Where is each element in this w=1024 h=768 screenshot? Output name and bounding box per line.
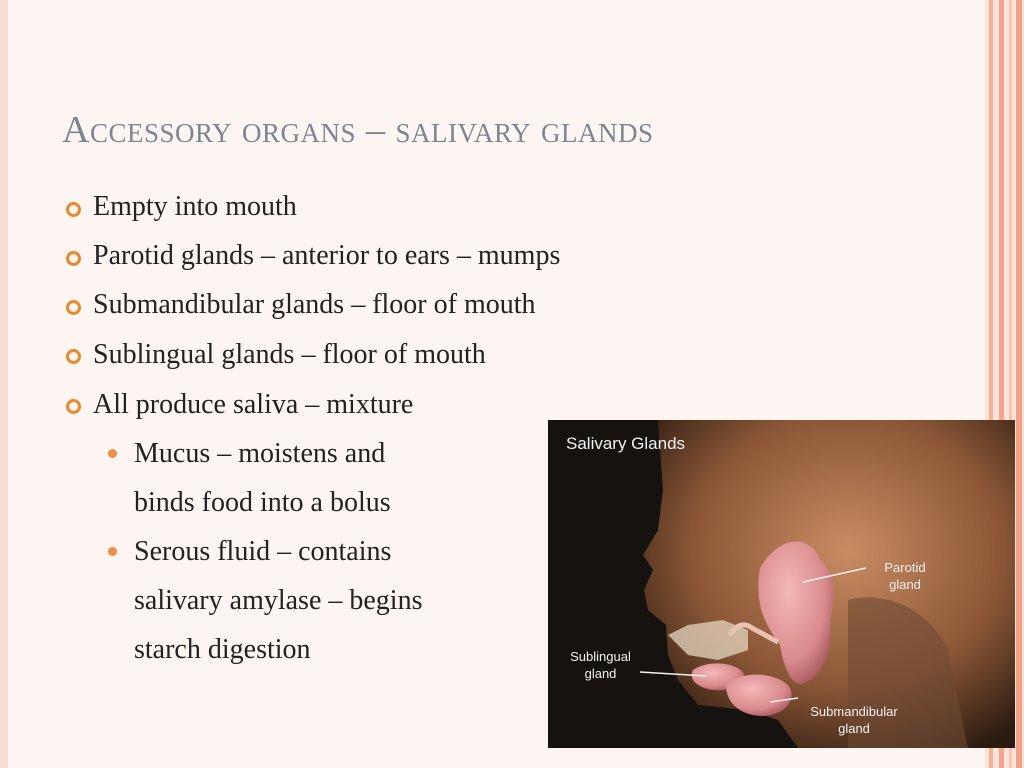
anatomy-drawing — [548, 420, 1015, 748]
sub-bullet-line: Mucus – moistens and — [134, 438, 386, 469]
submandibular-label-line2: gland — [838, 721, 870, 736]
slide-title: Accessory organs – salivary glands — [62, 109, 654, 151]
bullet-marker — [66, 349, 81, 364]
bullet-item: Empty into mouth — [93, 191, 297, 222]
sub-bullet-line: starch digestion — [134, 634, 311, 665]
parotid-label-line2: gland — [889, 577, 921, 592]
sub-bullet-marker — [108, 547, 117, 556]
sub-bullet-line: Serous fluid – contains — [134, 536, 392, 567]
sub-bullet-line: salivary amylase – begins — [134, 585, 423, 616]
sub-bullet-line: binds food into a bolus — [134, 487, 391, 518]
bullet-marker — [66, 251, 81, 266]
illustration-title: Salivary Glands — [566, 434, 686, 453]
bullet-marker — [66, 300, 81, 315]
bullet-marker — [66, 202, 81, 217]
submandibular-label-line1: Submandibular — [810, 704, 898, 719]
sub-bullet-marker — [108, 449, 117, 458]
sublingual-label-line2: gland — [584, 666, 617, 681]
bullet-item: Parotid glands – anterior to ears – mumps — [93, 240, 561, 271]
salivary-glands-illustration — [548, 420, 1015, 748]
stripe — [1016, 0, 1022, 768]
bullet-marker — [66, 399, 81, 414]
bullet-item: Submandibular glands – floor of mouth — [93, 289, 536, 320]
sublingual-label-line1: Sublingual — [570, 649, 631, 664]
bullet-item: Sublingual glands – floor of mouth — [93, 339, 486, 370]
parotid-label-line1: Parotid — [884, 560, 926, 575]
bullet-item: All produce saliva – mixture — [93, 389, 414, 420]
